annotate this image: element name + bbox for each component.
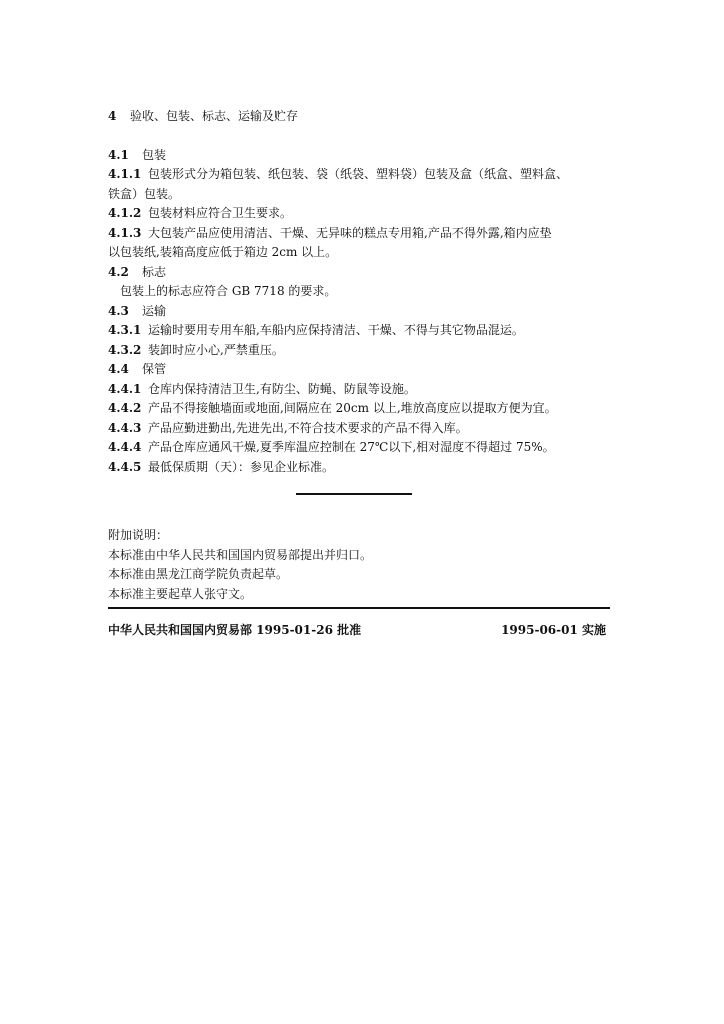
- clause-number: 4.3.1: [108, 323, 142, 337]
- clause-4-2-body: [108, 282, 610, 302]
- clause-4-1-3: [108, 224, 610, 244]
- clause-number: 4.4.5: [108, 459, 142, 474]
- clause-4-4-2: [108, 399, 610, 419]
- clause-number: 4.4: [108, 362, 129, 376]
- clause-number: 4.1.2: [108, 206, 142, 220]
- clause-text: 大包装产品应使用清洁、干燥、无异味的糕点专用箱,产品不得外露,箱内应垫: [148, 225, 552, 240]
- clause-text: 包装上的标志应符合 GB 7718 的要求。: [120, 284, 337, 298]
- clause-4-4-3: [108, 419, 610, 439]
- clause-text-continued: 以包装纸,装箱高度应低于箱边 2cm 以上。: [108, 245, 338, 259]
- clause-text: 产品仓库应通风干燥,夏季库温应控制在 27℃以下,相对湿度不得超过 75%。: [148, 440, 555, 454]
- implementation-statement: 1995-06-01 实施: [501, 623, 606, 637]
- notes-line: 本标准由中华人民共和国国内贸易部提出并归口。: [108, 547, 373, 562]
- notes-line: 本标准由黑龙江商学院负责起草。: [108, 567, 289, 581]
- clause-number: 4.2: [108, 264, 129, 279]
- clause-4-1-2: [108, 204, 610, 224]
- footer-divider: [108, 607, 610, 609]
- clause-text: 产品不得接触墙面或地面,间隔应在 20cm 以上,堆放高度应以提取方便为宜。: [148, 401, 557, 415]
- clause-number: 4.1.3: [108, 225, 142, 240]
- clause-4-1-1-continued: [108, 185, 610, 205]
- clause-text: 包装形式分为箱包装、纸包装、袋（纸袋、塑料袋）包装及盒（纸盒、塑料盒、: [148, 167, 569, 181]
- clause-number: 4.1: [108, 147, 129, 162]
- clause-4-2: [108, 263, 610, 283]
- approval-statement: 中华人民共和国国内贸易部 1995-01-26 批准: [108, 623, 362, 637]
- clause-number: 4.3: [108, 303, 129, 318]
- clause-4-4-5: [108, 458, 610, 478]
- clause-number: 4.1.1: [108, 167, 142, 181]
- clause-number: 4.4.1: [108, 381, 142, 396]
- clause-4-4-4: [108, 438, 610, 458]
- clause-text: 产品应勤进勤出,先进先出,不符合技术要求的产品不得入库。: [148, 420, 468, 435]
- clause-text: 保管: [142, 362, 167, 376]
- clause-text-continued: 铁盒）包装。: [108, 186, 181, 201]
- clause-number: 4.3.2: [108, 342, 142, 357]
- clause-4-1-1: [108, 165, 610, 185]
- clause-text: 最低保质期（天）：参见企业标准。: [148, 459, 335, 474]
- clause-text: 标志: [142, 264, 167, 279]
- clause-number: 4.4.2: [108, 401, 142, 415]
- clause-text: 包装: [142, 147, 167, 162]
- clause-text: 运输时要用专用车船,车船内应保持清洁、干燥、不得与其它物品混运。: [148, 323, 524, 337]
- section-title: 验收、包装、标志、运输及贮存: [130, 109, 299, 123]
- clause-4-1: [108, 146, 610, 166]
- clause-text: 仓库内保持清洁卫生,有防尘、防蝇、防鼠等设施。: [148, 381, 416, 396]
- end-of-text-divider: [296, 493, 412, 495]
- clause-4-3-1: [108, 321, 610, 341]
- clause-text: 装卸时应小心,严禁重压。: [148, 342, 284, 357]
- footer: [108, 621, 606, 641]
- standard-body: [108, 107, 610, 477]
- clause-number: 4.4.3: [108, 420, 142, 435]
- clause-text: 运输: [142, 303, 167, 318]
- clause-4-4: [108, 360, 610, 380]
- section-heading: [108, 107, 610, 127]
- notes-line: 本标准主要起草人张守文。: [108, 586, 253, 601]
- clause-4-3-2: [108, 341, 610, 361]
- additional-notes: [108, 526, 610, 604]
- clause-4-4-1: [108, 380, 610, 400]
- clause-4-3: [108, 302, 610, 322]
- notes-heading: 附加说明：: [108, 528, 169, 542]
- clause-text: 包装材料应符合卫生要求。: [148, 206, 293, 220]
- section-number: 4: [108, 109, 117, 123]
- clause-number: 4.4.4: [108, 440, 142, 454]
- clause-4-1-3-continued: [108, 243, 610, 263]
